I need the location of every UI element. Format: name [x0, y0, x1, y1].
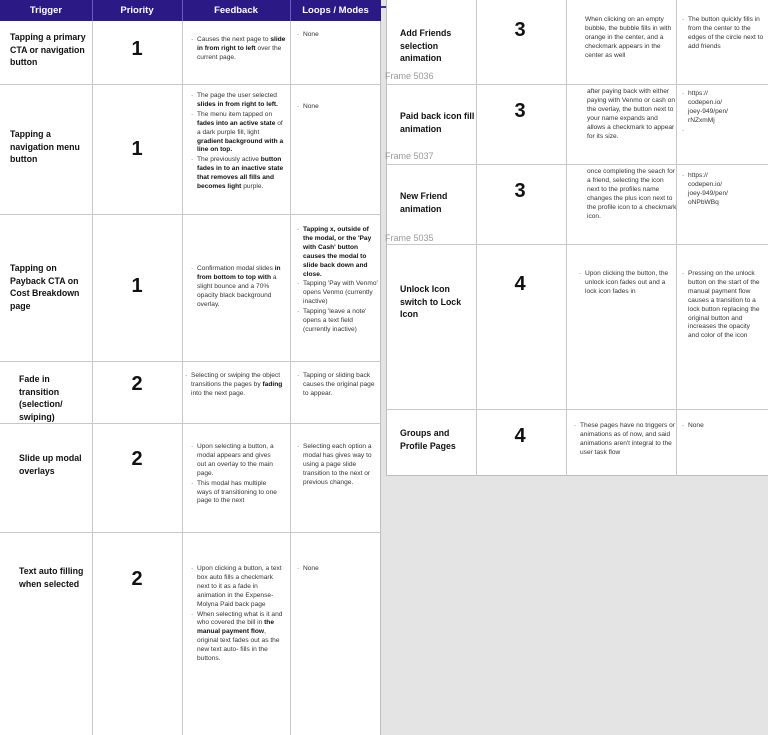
row-trigger: Add Friends selection animation	[400, 28, 452, 63]
row-priority: 2	[131, 448, 143, 470]
row-trigger: Tapping on Payback CTA on Cost Breakdown page	[10, 263, 80, 311]
row-priority: 2	[131, 568, 143, 590]
header-feedback: Feedback	[214, 5, 258, 16]
row-feedback: · The page the user selected slides in from right to left. · The menu item tapped on fades into an active state of a dark purple fill, light gradient background with a line on top. · The previously active button fades in to an inactive state that removes all fills and becomes light purple.	[191, 92, 287, 193]
row-feedback: When clicking on an empty bubble, the bubble fills in with orange in the center, and a checkmark appears in the center as well	[585, 16, 672, 59]
row-trigger: Tapping a primary CTA or navigation button	[10, 32, 86, 67]
row-loops: · Selecting each option a modal has gives way to using a page slide transition to the next or previous change.	[297, 443, 377, 489]
row-feedback: once completing the seach for a friend, selecting the icon next to the profiles name changes the plus icon next to the profile icon to a checkmark icon.	[587, 168, 677, 220]
row-priority: 1	[131, 38, 143, 60]
row-feedback: · Upon selecting a button, a modal appears and gives out an overlay to the main page. · This modal has multiple ways of transitioning to one page to the next	[191, 443, 281, 507]
row-priority: 3	[514, 180, 526, 202]
frame-label: Frame 5037	[385, 151, 434, 161]
table-header	[0, 0, 381, 21]
row-trigger: Paid back icon fill animation	[400, 111, 475, 134]
row-feedback: · Confirmation modal slides in from bottom to top with a slight bounce and a 70% opacity black background overlay.	[191, 265, 287, 311]
row-trigger: Groups and Profile Pages	[400, 428, 456, 451]
row-loops: · None	[297, 31, 377, 41]
row-trigger: Tapping a navigation menu button	[10, 129, 80, 164]
row-priority: 1	[131, 138, 143, 160]
row-loops: · Tapping x, outside of the modal, or the 'Pay with Cash' button causes the modal to slide back down and close. · Tapping 'Pay with Venmo' opens Venmo (currently inactive) · Tapping 'leave a note' opens a text field (currently inactive)	[297, 226, 379, 336]
row-trigger: New Friend animation	[400, 191, 448, 214]
row-priority: 3	[514, 19, 526, 41]
row-loops: · Tapping or sliding back causes the original page to appear.	[297, 372, 377, 400]
row-loops: · None	[297, 103, 377, 113]
row-feedback: · Causes the next page to slide in from right to left over the current page.	[191, 36, 287, 64]
header-trigger: Trigger	[29, 5, 63, 16]
row-feedback: · Upon clicking the button, the unlock icon fades out and a lock icon fades in	[579, 270, 669, 298]
row-trigger: Unlock Icon switch to Lock Icon	[400, 284, 462, 319]
header-priority: Priority	[120, 5, 154, 16]
row-priority: 2	[131, 373, 143, 395]
row-loops: · None	[682, 422, 762, 432]
row-loops: · https:// codepen.io/ joey-949/pen/ rNZxmMj	[682, 90, 758, 127]
row-feedback: · These pages have no triggers or animations as of now, and said animations aren't integral to the user task flow	[574, 422, 678, 459]
row-loops: · Pressing on the unlock button on the start of the manual payment flow causes a transition to a lock button replacing the original button and increases the opacity and color of the icon	[682, 270, 762, 342]
row-priority: 4	[514, 425, 526, 447]
row-loops: · None	[297, 565, 377, 575]
row-priority: 3	[514, 100, 526, 122]
header-loops: Loops / Modes	[302, 5, 369, 16]
frame-label: Frame 5036	[385, 71, 434, 81]
row-trigger: Fade in transition (selection/ swiping)	[19, 374, 63, 422]
row-trigger: Text auto filling when selected	[19, 566, 84, 589]
frame-label: Frame 5035	[385, 233, 434, 243]
row-feedback: · Upon clicking a button, a text box auto fills a checkmark next to it as a fade in animation in the Expense-Molyna Paid back page · When selecting what is it and who covered the bill in the manual payment flow, original text fades out as the new text auto- fills in the buttons.	[191, 565, 283, 665]
row-feedback: · Selecting or swiping the object transitions the pages by fading into the next page.	[185, 372, 289, 400]
row-priority: 4	[514, 273, 526, 295]
row-loops: · The button quickly fills in from the center to the edges of the circle next to add friends	[682, 16, 764, 84]
row-loops: · https:// codepen.io/ joey-949/pen/ oNPbWBq	[682, 172, 758, 209]
row-trigger: Slide up modal overlays	[19, 453, 82, 476]
row-feedback: after paying back with either paying with Venmo or cash on the overlay, the button next to your name expands and allows a checkmark to appear for its size.	[587, 88, 675, 140]
row-priority: 1	[131, 275, 143, 297]
